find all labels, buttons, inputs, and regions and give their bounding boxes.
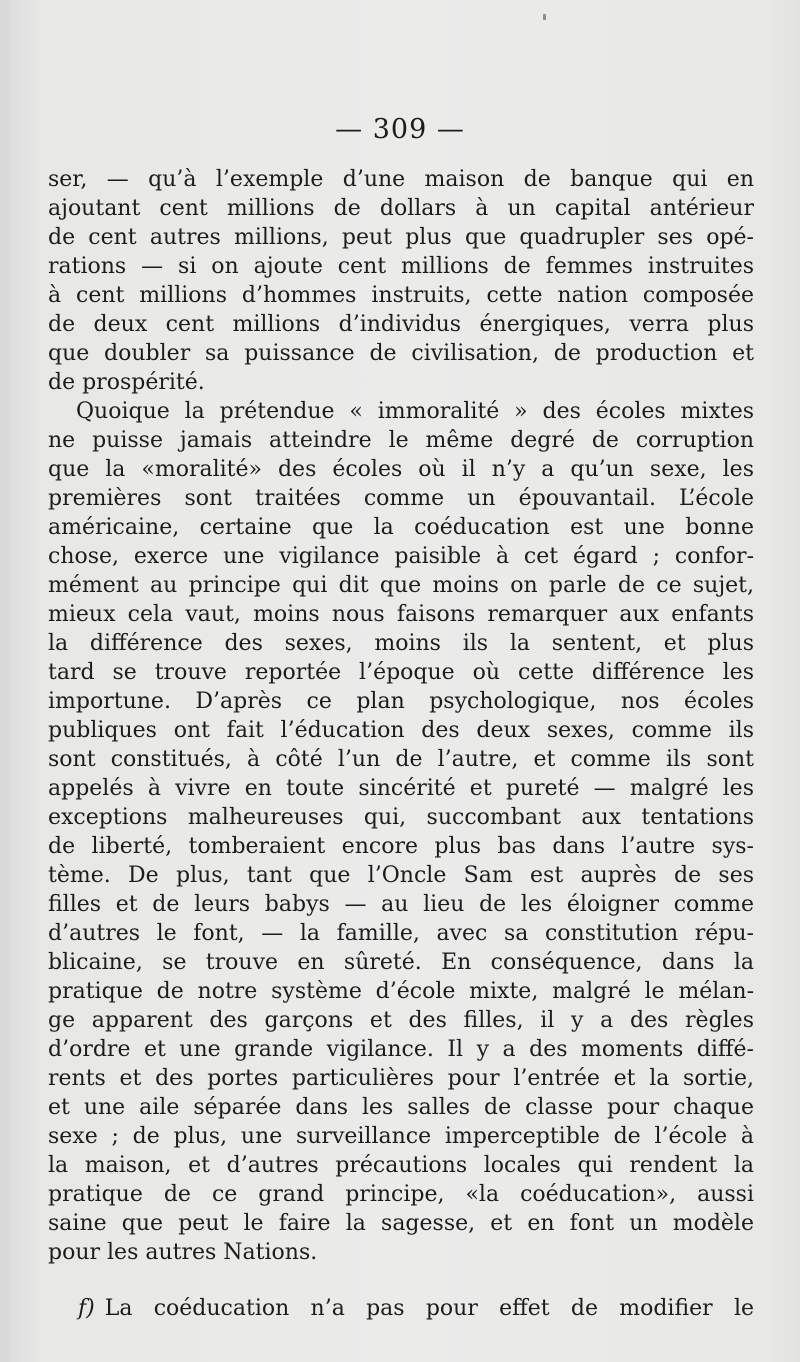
text-line: appelés à vivre en toute sincérité et pureté — malgré les: [48, 776, 754, 801]
text-line: tème. De plus, tant que l’Oncle Sam est auprès de ses: [48, 863, 754, 888]
text-line: tard se trouve reportée l’époque où cette différence les: [48, 660, 754, 685]
page-number: — 309 —: [335, 114, 465, 145]
text-line: de liberté, tomberaient encore plus bas dans l’autre sys-: [48, 834, 754, 859]
text-line: que doubler sa puissance de civilisation, de production et: [48, 341, 754, 366]
text-line: saine que peut le faire la sagesse, et en font un modèle: [48, 1211, 754, 1236]
text-line: exceptions malheureuses qui, succombant aux tentations: [48, 805, 754, 830]
text-line: pratique de notre système d’école mixte, malgré le mélan-: [48, 979, 754, 1004]
text-line: la maison, et d’autres précautions locales qui rendent la: [48, 1153, 754, 1178]
text-line: publiques ont fait l’éducation des deux sexes, comme ils: [48, 718, 754, 743]
text-line: importune. D’après ce plan psychologique, nos écoles: [48, 689, 754, 714]
section-marker: f): [78, 1296, 95, 1321]
final-paragraph: [78, 1292, 754, 1326]
text-line: d’autres le font, — la famille, avec sa constitution répu-: [48, 921, 754, 946]
text-line: et une aile séparée dans les salles de classe pour chaque: [48, 1095, 754, 1120]
text-line: ajoutant cent millions de dollars à un capital antérieur: [48, 196, 754, 221]
print-speck: [543, 14, 546, 20]
text-line: premières sont traitées comme un épouvantail. L’école: [48, 486, 754, 511]
text-line: blicaine, se trouve en sûreté. En conséquence, dans la: [48, 950, 754, 975]
text-line: la différence des sexes, moins ils la sentent, et plus: [48, 631, 754, 656]
text-line: sont constitués, à côté l’un de l’autre, et comme ils sont: [48, 747, 754, 772]
text-line: mément au principe qui dit que moins on parle de ce sujet,: [48, 573, 754, 598]
body-text: [48, 165, 754, 1267]
text-line: ge apparent des garçons et des filles, il y a des règles: [48, 1008, 754, 1033]
text-line: que la «moralité» des écoles où il n’y a qu’un sexe, les: [48, 457, 754, 482]
text-line: mieux cela vaut, moins nous faisons remarquer aux enfants: [48, 602, 754, 627]
text-line: ser, — qu’à l’exemple d’une maison de banque qui en: [48, 167, 754, 192]
text-line: rents et des portes particulières pour l’entrée et la sortie,: [48, 1066, 754, 1091]
text-line: de prospérité.: [48, 370, 205, 395]
text-line: ne puisse jamais atteindre le même degré de corruption: [48, 428, 754, 453]
text-line: d’ordre et une grande vigilance. Il y a des moments diffé-: [48, 1037, 754, 1062]
text-line: de cent autres millions, peut plus que quadrupler ses opé-: [48, 225, 754, 250]
text-line: à cent millions d’hommes instruits, cette nation composée: [48, 283, 754, 308]
final-paragraph-text: La coéducation n’a pas pour effet de modifier le: [104, 1296, 754, 1321]
text-line: rations — si on ajoute cent millions de femmes instruites: [48, 254, 754, 279]
text-line: pratique de ce grand principe, «la coéducation», aussi: [48, 1182, 754, 1207]
text-line: Quoique la prétendue « immoralité » des écoles mixtes: [76, 399, 754, 424]
text-line: filles et de leurs babys — au lieu de les éloigner comme: [48, 892, 754, 917]
text-line: pour les autres Nations.: [48, 1240, 318, 1265]
text-line: de deux cent millions d’individus énergiques, verra plus: [48, 312, 754, 337]
text-line: américaine, certaine que la coéducation est une bonne: [48, 515, 754, 540]
text-line: chose, exerce une vigilance paisible à cet égard ; confor-: [48, 544, 754, 569]
text-line: sexe ; de plus, une surveillance imperceptible de l’école à: [48, 1124, 754, 1149]
